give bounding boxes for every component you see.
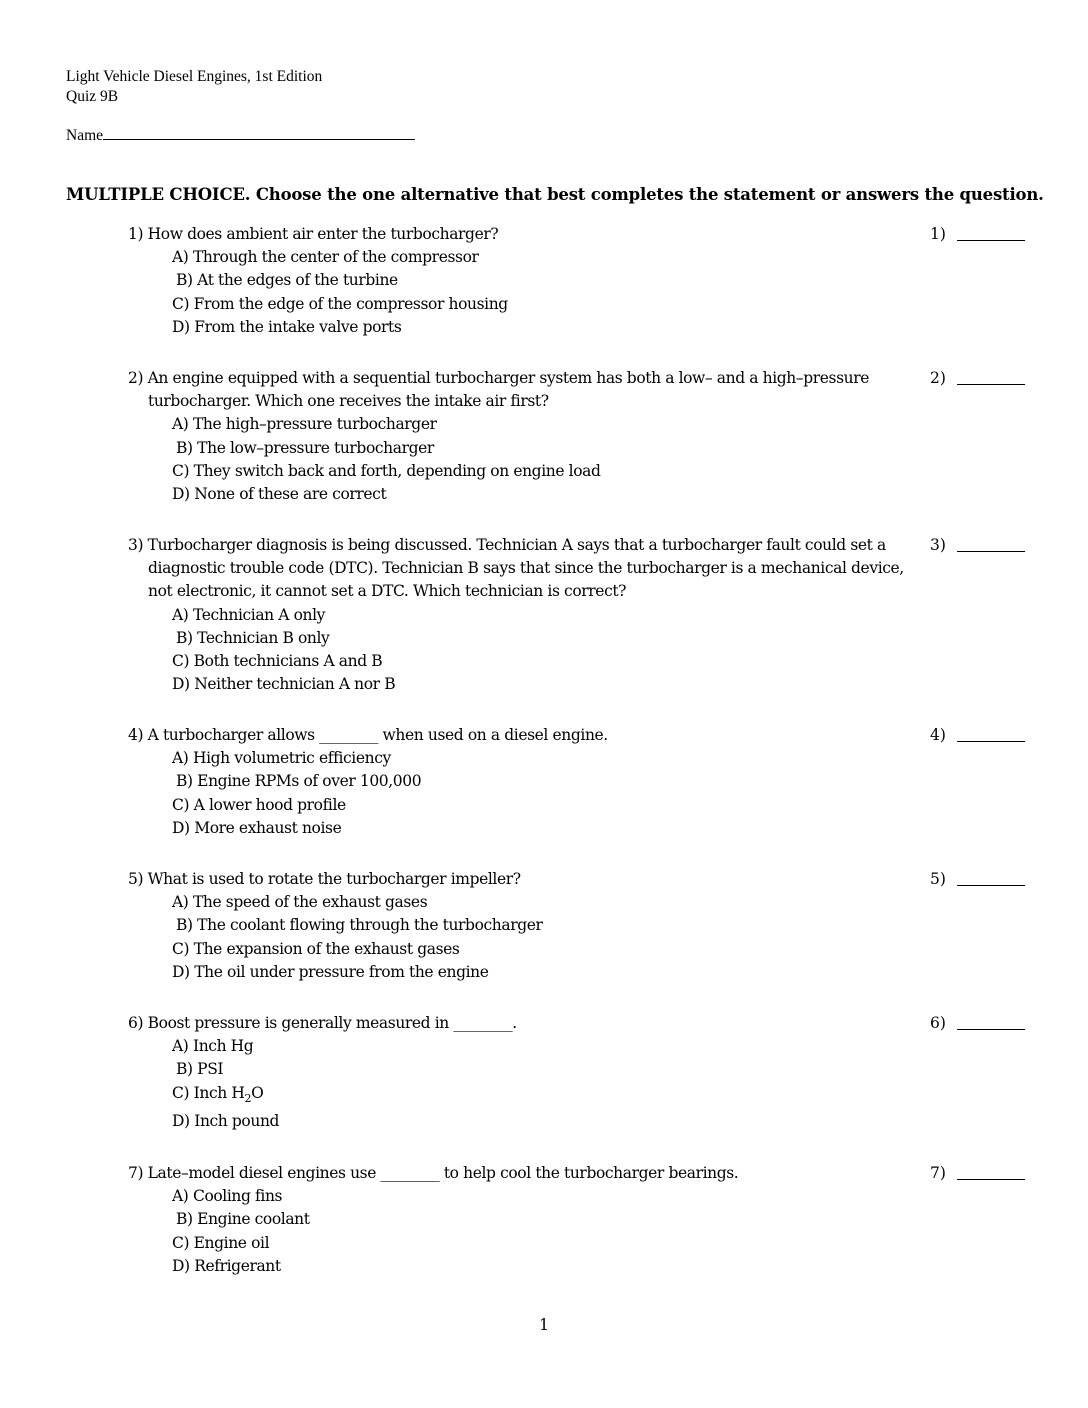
option-letter: A) [172,749,189,768]
option-letter: D) [172,962,190,981]
option-text: The coolant flowing through the turbocharger [197,916,543,935]
question-text: What is used to rotate the turbocharger impeller? [147,870,521,888]
option-text: The high–pressure turbocharger [192,415,437,434]
answer-blank-1[interactable] [930,223,946,246]
option-a[interactable] [128,891,918,914]
course-title: Light Vehicle Diesel Engines, 1st Edition [66,68,323,85]
option-d[interactable] [128,817,918,840]
option-letter: A) [172,1187,189,1206]
option-text: The speed of the exhaust gases [192,893,428,912]
option-letter: C) [172,461,190,480]
option-text: From the intake valve ports [194,317,402,336]
question-5 [128,868,918,984]
option-c[interactable] [128,293,918,316]
answer-blank-2[interactable] [930,367,946,390]
option-d[interactable] [128,316,918,339]
option-a[interactable] [128,1035,918,1058]
option-c[interactable] [128,460,918,483]
name-field [66,125,415,146]
question-7 [128,1162,918,1278]
option-text: Both technicians A and B [193,652,383,671]
option-d[interactable] [128,1110,918,1133]
option-text: Inch Hg [192,1037,254,1056]
question-2 [128,367,918,506]
option-letter: C) [172,294,190,313]
question-stem [128,868,918,891]
option-text: They switch back and forth, depending on engine load [193,461,601,480]
answer-number: 1) [930,225,946,243]
option-text: Technician B only [197,628,330,647]
option-letter: A) [172,893,189,912]
option-d[interactable] [128,483,918,506]
answer-line[interactable] [957,741,1025,742]
option-letter: D) [172,675,190,694]
answer-line[interactable] [957,1029,1025,1030]
answer-blank-6[interactable] [930,1012,946,1035]
option-letter: D) [172,485,190,504]
option-b[interactable] [128,269,918,292]
question-number: 1) [128,225,144,243]
question-text: Turbocharger diagnosis is being discussed. Technician A says that a turbocharger fault could set a diagnostic trouble code (DTC). Technician B says that since the turbocharger is a mechanical device, not electronic, it cannot set a DTC. Which technician is correct? [147,536,904,601]
question-number: 6) [128,1014,144,1032]
option-letter: D) [172,818,190,837]
option-text: None of these are correct [194,485,387,504]
option-text: More exhaust noise [194,818,342,837]
instructions: MULTIPLE CHOICE. Choose the one alternative that best completes the statement or answers the question. [66,185,1044,204]
option-b[interactable] [128,914,918,937]
question-1 [128,223,918,339]
question-text: Late–model diesel engines use ________ to help cool the turbocharger bearings. [147,1164,739,1182]
option-subscript: 2 [244,1091,252,1105]
question-6 [128,1012,918,1133]
option-letter: B) [176,271,193,290]
answer-line[interactable] [957,885,1025,886]
answer-line[interactable] [957,551,1025,552]
answer-number: 6) [930,1014,946,1032]
option-text: Through the center of the compressor [192,248,479,267]
option-text: Inch pound [194,1111,280,1130]
answer-number: 4) [930,726,946,744]
page-number: 1 [539,1316,549,1334]
option-d[interactable] [128,673,918,696]
option-text: Engine oil [193,1233,270,1252]
answer-blank-5[interactable] [930,868,946,891]
answer-line[interactable] [957,240,1025,241]
question-text: How does ambient air enter the turbocharger? [147,225,499,243]
answer-blank-3[interactable] [930,534,946,557]
option-letter: B) [176,1060,193,1079]
quiz-title: Quiz 9B [66,88,119,105]
option-letter: A) [172,1037,189,1056]
option-c[interactable] [128,794,918,817]
option-text: Refrigerant [194,1256,281,1275]
option-text: Inch H [193,1083,245,1102]
option-letter: A) [172,415,189,434]
option-letter: B) [176,916,193,935]
option-a[interactable] [128,413,918,436]
option-letter: C) [172,652,190,671]
option-text: Technician A only [192,605,326,624]
name-label: Name [66,127,104,144]
option-text: The expansion of the exhaust gases [193,939,460,958]
option-letter: C) [172,1233,190,1252]
option-text: Engine coolant [197,1210,310,1229]
option-a[interactable] [128,604,918,627]
question-stem [128,724,918,747]
option-a[interactable] [128,246,918,269]
option-d[interactable] [128,1255,918,1278]
option-text: High volumetric efficiency [192,749,391,768]
question-stem [128,1162,918,1185]
option-letter: B) [176,628,193,647]
option-c[interactable] [128,938,918,961]
option-text: The low–pressure turbocharger [197,438,434,457]
question-number: 4) [128,726,144,744]
question-number: 5) [128,870,144,888]
option-letter: B) [176,1210,193,1229]
answer-number: 2) [930,369,946,387]
answer-number: 5) [930,870,946,888]
option-text: A lower hood profile [193,795,346,814]
question-number: 3) [128,536,144,554]
option-d[interactable] [128,961,918,984]
option-text: Neither technician A nor B [194,675,396,694]
option-text: Cooling fins [192,1187,283,1206]
question-stem [128,534,918,604]
option-letter: D) [172,1111,190,1130]
answer-number: 3) [930,536,946,554]
question-stem [128,223,918,246]
answer-blank-7[interactable] [930,1162,946,1185]
answer-blank-4[interactable] [930,724,946,747]
option-letter: D) [172,317,190,336]
option-text: The oil under pressure from the engine [194,962,489,981]
question-4 [128,724,918,840]
option-c[interactable] [128,650,918,673]
answer-line[interactable] [957,1179,1025,1180]
answer-line[interactable] [957,384,1025,385]
option-text: Engine RPMs of over 100,000 [197,772,422,791]
option-b[interactable] [128,770,918,793]
question-number: 2) [128,369,144,387]
question-text: A turbocharger allows ________ when used on a diesel engine. [147,726,608,744]
name-blank[interactable] [103,125,415,140]
question-text: An engine equipped with a sequential turbocharger system has both a low– and a high–pressure turbocharger. Which one receives the intake air first? [147,369,870,411]
option-text-end: O [251,1083,264,1102]
option-text: At the edges of the turbine [197,271,398,290]
option-c[interactable] [128,1232,918,1255]
option-b[interactable] [128,1058,918,1081]
option-a[interactable] [128,747,918,770]
question-text: Boost pressure is generally measured in ________. [147,1014,517,1032]
option-letter: A) [172,248,189,267]
question-3 [128,534,918,696]
option-a[interactable] [128,1185,918,1208]
option-text: From the edge of the compressor housing [193,294,508,313]
option-letter: B) [176,438,193,457]
question-stem [128,367,918,413]
option-b[interactable] [128,437,918,460]
answer-number: 7) [930,1164,946,1182]
question-stem [128,1012,918,1035]
option-letter: B) [176,772,193,791]
option-letter: C) [172,795,190,814]
option-letter: D) [172,1256,190,1275]
option-letter: A) [172,605,189,624]
question-number: 7) [128,1164,144,1182]
option-text: PSI [197,1060,224,1079]
option-letter: C) [172,1083,190,1102]
option-c[interactable] [128,1082,918,1110]
option-letter: C) [172,939,190,958]
option-b[interactable] [128,1208,918,1231]
option-b[interactable] [128,627,918,650]
